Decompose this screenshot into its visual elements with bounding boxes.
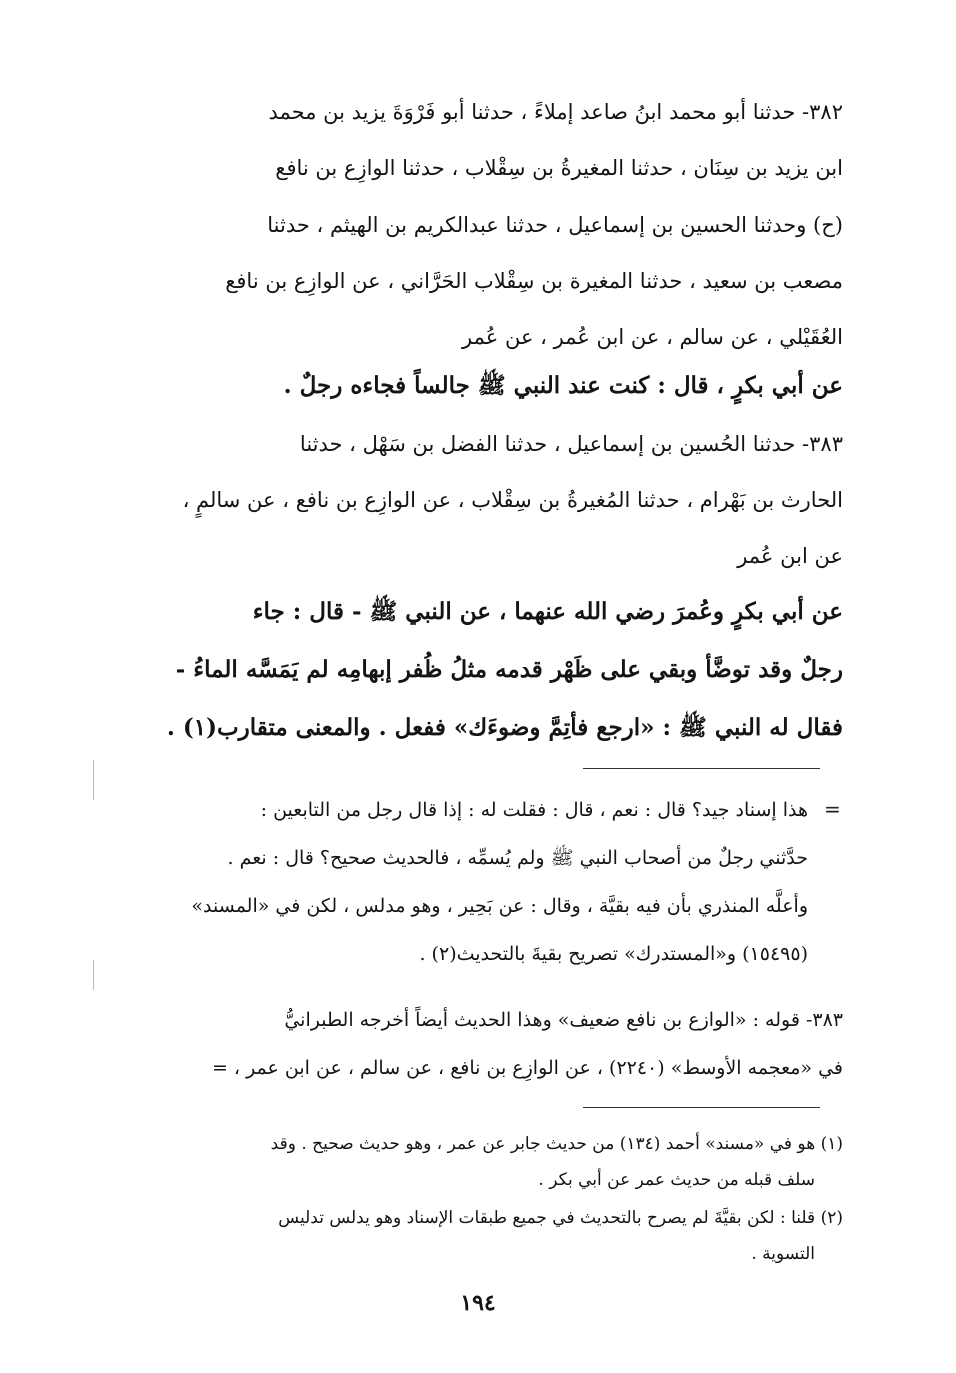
hadith-383-isnad — [118, 416, 843, 584]
hadith-382-isnad — [118, 84, 843, 196]
text-line: حدَّثني رجلٌ من أصحاب النبي ﷺ ولم يُسمِّه ، فالحديث صحيح؟ قال : نعم . — [227, 847, 808, 869]
scan-margin-mark — [93, 760, 94, 800]
text-line: العُقَيْلي ، عن سالم ، عن ابن عُمر ، عن عُمر — [462, 325, 843, 349]
text-line: ٣٨٣- حدثنا الحُسين بن إسماعيل ، حدثنا الفضل بن سَهْل ، حدثنا — [299, 432, 843, 456]
text-line: عن ابن عُمر — [737, 544, 843, 568]
text-line: مصعب بن سعيد ، حدثنا المغيرة بن سِقْلاب الحَرَّاني ، عن الوازِع بن نافع — [225, 269, 843, 293]
text-line: عن أبي بكرٍ وعُمرَ رضي الله عنهما ، عن النبي ﷺ - قال : جاء — [252, 598, 843, 625]
text-line: عن أبي بكرٍ ، قال : كنت عند النبي ﷺ جالساً فجاءه رجلٌ . — [283, 372, 843, 399]
hadith-382-matn — [118, 357, 843, 415]
text-line: (١٥٤٩٥) و«المستدرك» تصريح بقيةَ بالتحديث(٢) . — [419, 943, 808, 965]
hadith-382-second-chain — [118, 197, 843, 365]
text-line: ابن يزيد بن سِنَان ، حدثنا المغيرةُ بن سِقْلاب ، حدثنا الوازِع بن نافع — [275, 156, 843, 180]
text-line: التسوية . — [751, 1244, 815, 1264]
hadith-383-matn — [118, 583, 843, 757]
text-line: (ح) وحدثنا الحسين بن إسماعيل ، حدثنا عبدالكريم بن الهيثم ، حدثنا — [267, 213, 843, 237]
commentary-note-383 — [118, 996, 843, 1092]
text-line: الحارث بن بَهْرام ، حدثنا المُغيرةُ بن سِقْلاب ، عن الوازِع بن نافع ، عن سالمٍ ، — [182, 488, 843, 512]
text-line: رجلٌ وقد توضَّأ وبقي على ظَهْر قدمه مثلُ ظُفر إبهامِه لم يَمَسَّه الماءُ - — [175, 656, 843, 683]
commentary-note-continued — [118, 786, 808, 978]
text-line: فقال له النبي ﷺ : «ارجع فأتِمَّ وضوءَك» ففعل . والمعنى متقارب(١) . — [166, 714, 843, 741]
continuation-marker: = — [824, 797, 841, 821]
text-line: في «معجمه الأوسط» (٢٢٤٠) ، عن الوازِع بن نافع ، عن سالم ، عن ابن عمر ، = — [211, 1057, 843, 1079]
commentary-separator — [583, 768, 820, 769]
footnote-2 — [118, 1200, 843, 1272]
footnote-1 — [118, 1126, 843, 1198]
footnote-separator — [583, 1107, 820, 1108]
scan-margin-mark — [93, 960, 94, 990]
text-line: ٣٨٣- قوله : «الوازع بن نافع ضعيف» وهذا الحديث أيضاً أخرجه الطبرانيُّ — [284, 1009, 843, 1031]
text-line: (٢) قلنا : لكن بقيَّةَ لم يصرح بالتحديث في جميع طبقات الإسناد وهو يدلس تدليس — [278, 1208, 843, 1228]
text-line: (١) هو في «مسند» أحمد (١٣٤) من حديث جابر عن عمر ، وهو حديث صحيح . وقد — [270, 1134, 843, 1154]
text-line: سلف قبله من حديث عمر عن أبي بكر . — [538, 1170, 815, 1190]
page-number: ١٩٤ — [460, 1290, 496, 1316]
text-line: وأعلَّه المنذري بأن فيه بقيَّة ، وقال : عن بَحِير ، وهو مدلس ، لكن في «المسند» — [191, 895, 808, 917]
text-line: هذا إسناد جيد؟ قال : نعم ، قال : فقلت له : إذا قال رجل من التابعين : — [260, 799, 808, 821]
text-line: ٣٨٢- حدثنا أبو محمد ابنُ صاعد إملاءً ، حدثنا أبو فَرْوَةَ يزيد بن محمد — [268, 100, 843, 124]
